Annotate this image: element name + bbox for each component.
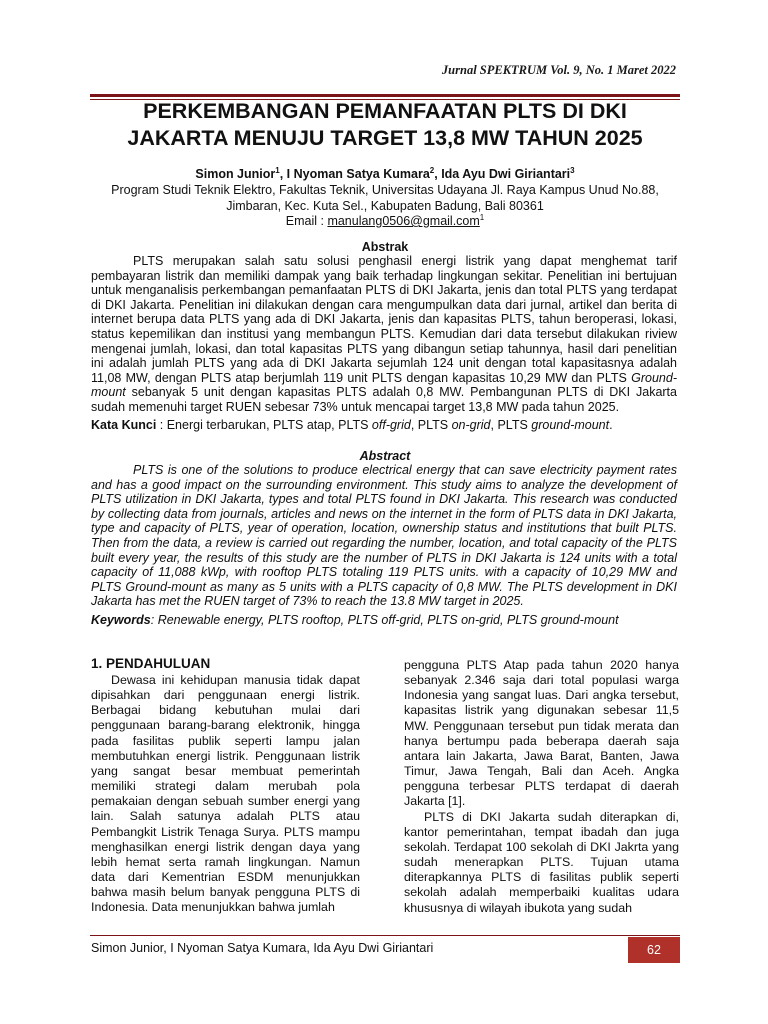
kata-kunci-text-2: , PLTS [410, 418, 452, 432]
section-heading: 1. PENDAHULUAN [91, 656, 211, 671]
right-paragraph-2: PLTS di DKI Jakarta sudah diterapkan di, kantor pemerintahan, tempat ibadah dan juga sekolah. Terdapat 100 sekolah di DKI Jakrta yang sudah menerapkan PLTS. Tujuan utama diterapkannya PLTS di fasilitas publik seperti sekolah adalah memperbaiki kualitas udara khususnya di wilayah ibukota yang sudah [404, 809, 679, 915]
kata-kunci-ground: ground-mount [531, 418, 610, 432]
author-list: Simon Junior$^1$, I Nyoman Satya Kumara$^2$, Ida Ayu Dwi Giriantari$^3$ [195, 166, 575, 182]
affiliation-line-1: Program Studi Teknik Elektro, Fakultas Teknik, Universitas Udayana Jl. Raya Kampus Unud No.88, [111, 183, 659, 197]
email-sup: 1 [479, 213, 485, 222]
title-line-2: JAKARTA MENUJU TARGET 13,8 MW TAHUN 2025 [127, 126, 643, 150]
affiliation [80, 182, 690, 214]
affiliation-line-2: Jimbaran, Kec. Kuta Sel., Kabupaten Badung, Bali 80361 [226, 199, 544, 213]
author-name: Simon Junior [195, 167, 276, 182]
right-paragraph-2-wrap [404, 810, 679, 916]
abstrak-text-1: PLTS merupakan salah satu solusi penghasil energi listrik yang dapat menghemat tarif pembayaran listrik dan memiliki dampak yang baik terhadap lingkungan sekitar. Penelitian ini bertujuan untuk menganalisis perkembangan pemanfaatan PLTS di DKI Jakarta, jenis dan total PLTS yang terdapat di DKI Jakarta. Penelitian ini dilakukan dengan cara mengumpulkan data dari jurnal, artikel dan berita di internet berupa data PLTS yang ada di DKI Jakarta, jenis dan kapasitas PLTS, tahun beroperasi, lokasi, status kepemilikan dan institusi yang membangun PLTS. Kemudian dari data tersebut dilakukan riview mengenai jumlah, lokasi, dan total kapasitas PLTS yang dibangun setiap tahunnya, hasil dari penelitian ini adalah jumlah PLTS yang ada di DKI Jakarta sejumlah 124 unit dengan total kapasitasnya adalah 11,08 MW, dengan PLTS atap berjumlah 119 unit PLTS dengan kapasitas 10,29 MW dan PLTS [91, 254, 677, 385]
left-column [91, 673, 360, 916]
abstract-text: PLTS is one of the solutions to produce electrical energy that can save electricity payment rates and has a good impact on the surrounding environment. This study aims to analyze the development of PLTS utilization in DKI Jakarta, types and total PLTS found in DKI Jakarta. This research was conducted by collecting data from journals, articles and news on the internet in the form of PLTS data in DKI Jakarta, type and capacity of PLTS, year of operation, location, ownership status and institutions that built PLTS. Then from the data, a review is carried out regarding the number, location, and total capacity of the PLTS built every year, the results of this study are the number of PLTS in DKI Jakarta is 124 units with a total capacity of 11,088 kWp, with rooftop PLTS totaling 119 PLTS units. with a capacity of 10,29 MW and PLTS Ground-mount as many as 5 units with a PLTS capacity of 0,8 MW. The PLTS development in DKI Jakarta has met the RUEN target of 73% to reach the 13.8 MW target in 2025. [91, 463, 677, 609]
abstrak-body [91, 254, 677, 415]
keywords-text: : Renewable energy, PLTS rooftop, PLTS off-grid, PLTS on-grid, PLTS ground-mount [150, 613, 619, 627]
title-line-1: PERKEMBANGAN PEMANFAATAN PLTS DI DKI [143, 99, 627, 123]
abstrak-heading: Abstrak [361, 240, 409, 254]
author-sup: 3 [570, 166, 575, 175]
author-sup: 1 [275, 166, 280, 175]
author-sup: 2 [429, 166, 435, 175]
kata-kunci-offgrid: off-grid [371, 418, 411, 432]
footer-authors: Simon Junior, I Nyoman Satya Kumara, Ida Ayu Dwi Giriantari [91, 941, 434, 955]
right-column [404, 658, 679, 916]
author-name: I Nyoman Satya Kumara [286, 167, 430, 182]
kata-kunci [91, 418, 677, 433]
abstract-heading: Abstract [359, 449, 411, 463]
footer-rule [90, 935, 680, 936]
email-line [80, 213, 690, 228]
paper-title [80, 98, 690, 152]
keywords-label: Keywords [91, 613, 151, 627]
right-paragraph-1: pengguna PLTS Atap pada tahun 2020 hanya sebanyak 2.346 saja dari total populasi warga Indonesia yang sangat luas. Dari angka tersebut, kapasitas listrik yang digunakan sebesar 11,5 MW. Penggunaan tersebut pun tidak merata dan hanya bertumpu pada beberapa daerah saja antara lain Jakarta, Jawa Barat, Banten, Jawa Timur, Jawa Tengah, Bali dan Aceh. Angka pengguna terbesar PLTS terdapat di daerah Jakarta [1]. [404, 658, 679, 809]
kata-kunci-end: . [609, 418, 613, 432]
email-link[interactable]: manulang0506@gmail.com [327, 214, 480, 229]
left-paragraph: Dewasa ini kehidupan manusia tidak dapat dipisahkan dari penggunaan energi listrik. Berbagai bidang kebutuhan mulai dari penggunaan barang-barang elektronik, hingga pada fasilitas publik seperti lampu jalan membutuhkan energi listrik. Penggunaan listrik yang sangat besar membuat pemerintah memiliki strategi dalam merubah pola pemakaian dengan sebuah sumber energi yang lain. Salah satunya adalah PLTS atau Pembangkit Listrik Tenaga Surya. PLTS mampu menghasilkan energi listrik dengan daya yang lebih hemat serta ramah lingkungan. Namun data dari Kementrian ESDM menunjukkan bahwa masih belum banyak pengguna PLTS di Indonesia. Data menunjukkan bahwa jumlah [91, 673, 360, 915]
abstrak-italic-term: Ground-mount [91, 370, 677, 400]
kata-kunci-ongrid: on-grid [451, 418, 491, 432]
kata-kunci-text-3: , PLTS [490, 418, 532, 432]
abstract-body [91, 463, 677, 609]
journal-header: Jurnal SPEKTRUM Vol. 9, No. 1 Maret 2022 [441, 63, 676, 77]
kata-kunci-text-1: : Energi terbarukan, PLTS atap, PLTS [156, 418, 372, 432]
page-number: 62 [628, 937, 680, 963]
kata-kunci-label: Kata Kunci [91, 418, 157, 432]
abstrak-text-2: sebanyak 5 unit dengan kapasitas PLTS adalah 0,8 MW. Pembangunan PLTS di DKI Jakarta sudah memenuhi target RUEN sebesar 73% untuk mencapai target 13,8 MW pada tahun 2025. [91, 385, 677, 414]
email-label: Email : [285, 214, 328, 229]
keywords [91, 613, 677, 628]
author-name: Ida Ayu Dwi Giriantari [441, 167, 571, 182]
